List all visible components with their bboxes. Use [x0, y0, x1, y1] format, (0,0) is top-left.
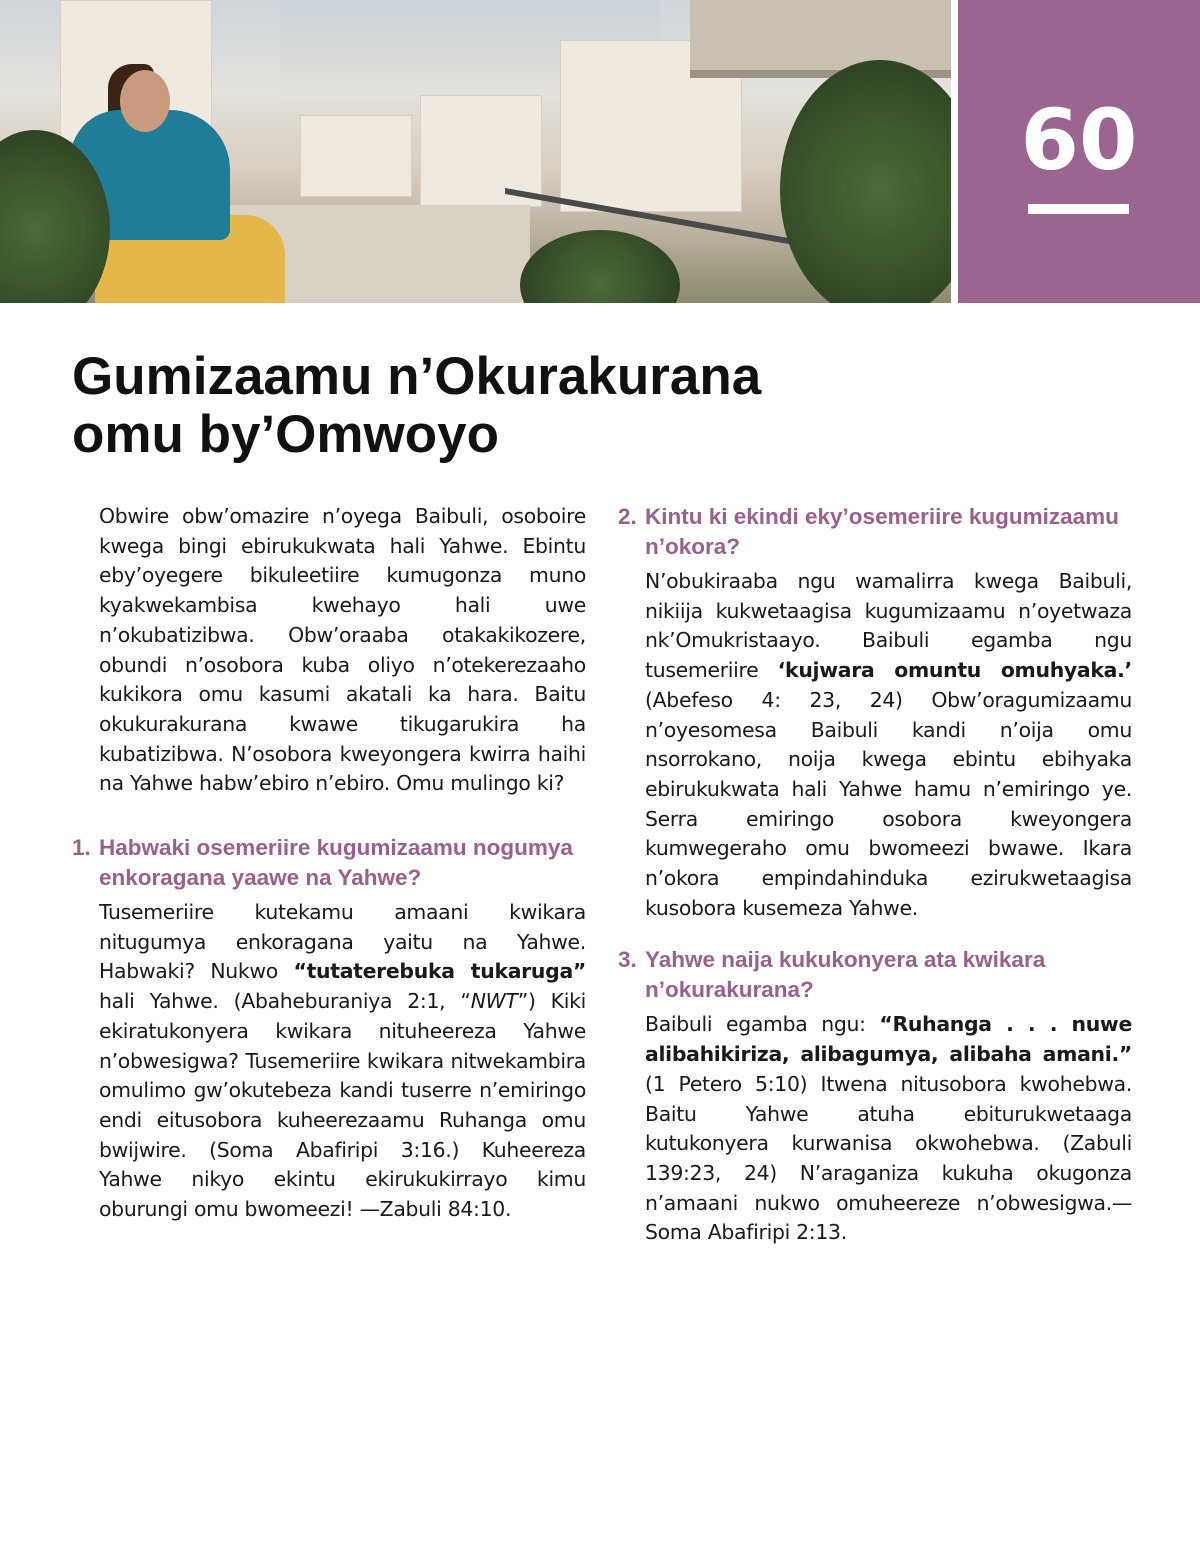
body-text: (Abefeso 4: 23, 24) Obw’oragumizaamu n’oyesomesa Baibuli kandi n’oija omu nsorrokano, noija kwega ebintu ebihyaka ebirukukwata hali Yahwe hamu n’emiringo ye. Serra emiringo osobora kweyongera kumwegeraho omu bwomeezi bwawe. Ikara n’okora empindahinduka ezirukwetaagisa kusobora kusemeza Yahwe. — [645, 687, 1132, 920]
title-line-1: Gumizaamu n’Okurakurana — [72, 347, 762, 406]
title-line-2: omu by’Omwoyo — [72, 405, 499, 464]
body-text: ”) Kiki ekiratukonyera kwikara nituheereza Yahwe n’obwesigwa? Tusemeriire kwikara nitwekambira omulimo gw’okutebeza kandi tuserre n’emiringo endi eitusobora kuheerezaamu Ruhanga omu bwijwire. (Soma Abafiripi 3:16.) Kuheereza Yahwe nikyo ekintu ekirukukirrayo kimu oburungi omu bwomeezi! —Zabuli 84:10. — [99, 989, 586, 1222]
left-column — [72, 502, 587, 1225]
lesson-number-panel — [958, 0, 1200, 303]
page-title — [72, 348, 872, 464]
building — [420, 95, 542, 207]
section-1 — [72, 833, 587, 1225]
question-number: 2. — [618, 504, 637, 529]
body-text: (1 Petero 5:10) Itwena nitusobora kwohebwa. Baitu Yahwe atuha ebiturukwetaaga kutukonyera kurwanisa okwohebwa. (Zabuli 139:23, 24) N’araganiza kukuha okugonza n’amaani nukwo omuheereze n’obwesigwa.—Soma Abafiripi 2:13. — [645, 1071, 1132, 1245]
lesson-number: 60 — [1020, 91, 1138, 189]
section-body — [645, 1010, 1132, 1248]
section-question — [618, 502, 1132, 561]
section-body — [645, 567, 1132, 923]
body-text: Baibuli egamba ngu: — [645, 1012, 880, 1037]
question-text: Yahwe naija kukukonyera ata kwikara n’okurakurana? — [645, 947, 1046, 1002]
section-question — [618, 945, 1132, 1004]
plant — [520, 230, 680, 303]
body-text: Tusemeriire kutekamu amaani kwikara nitugumya enkoragana yaitu na Yahwe. Habwaki? Nukwo — [99, 900, 586, 984]
body-text: hali Yahwe. (Abaheburaniya 2:1, “ — [99, 989, 471, 1014]
question-text: Kintu ki ekindi eky’osemeriire kugumizaamu n’okora? — [645, 504, 1119, 559]
right-column — [618, 502, 1132, 1248]
building — [300, 115, 412, 197]
bold-quote: ‘kujwara omuntu omuhyaka.’ — [777, 658, 1132, 683]
question-text: Habwaki osemeriire kugumizaamu nogumya enkoragana yaawe na Yahwe? — [99, 835, 573, 890]
section-question — [72, 833, 586, 892]
question-number: 3. — [618, 947, 637, 973]
lesson-number-underline — [1028, 204, 1129, 214]
section-2 — [618, 502, 1132, 923]
section-body — [99, 898, 586, 1225]
hero-photo — [0, 0, 951, 303]
bold-quote: “Ruhanga . . . nuwe alibahikiriza, alibagumya, alibaha amani.” — [645, 1012, 1132, 1067]
italic-text: NWT — [470, 989, 518, 1014]
section-3 — [618, 945, 1132, 1248]
body-text: N’obukiraaba ngu wamalirra kwega Baibuli, nikiija kukwetaagisa kugumizaamu n’oyetwaza nk’Omukristaayo. Baibuli egamba ngu tusemeriire — [645, 569, 1132, 683]
person-head — [120, 70, 170, 132]
question-number: 1. — [72, 835, 91, 861]
plant — [780, 60, 951, 303]
bold-quote: “tutaterebuka tukaruga” — [293, 959, 587, 984]
intro-paragraph: Obwire obw’omazire n’oyega Baibuli, osoboire kwega bingi ebirukukwata hali Yahwe. Ebintu eby’oyegere bikuleetiire kumugonza muno kyakwekambisa kwehayo hali uwe n’okubatizibwa. Obw’oraaba otakakikozere, obundi n’osobora kuba oliyo n’otekerezaaho kukikora omu kasumi akatali ka hara. Baitu okukurakurana kwawe tikugarukira ha kubatizibwa. N’osobora kweyongera kwirra haihi na Yahwe habw’ebiro n’ebiro. Omu mulingo ki? — [99, 504, 586, 796]
